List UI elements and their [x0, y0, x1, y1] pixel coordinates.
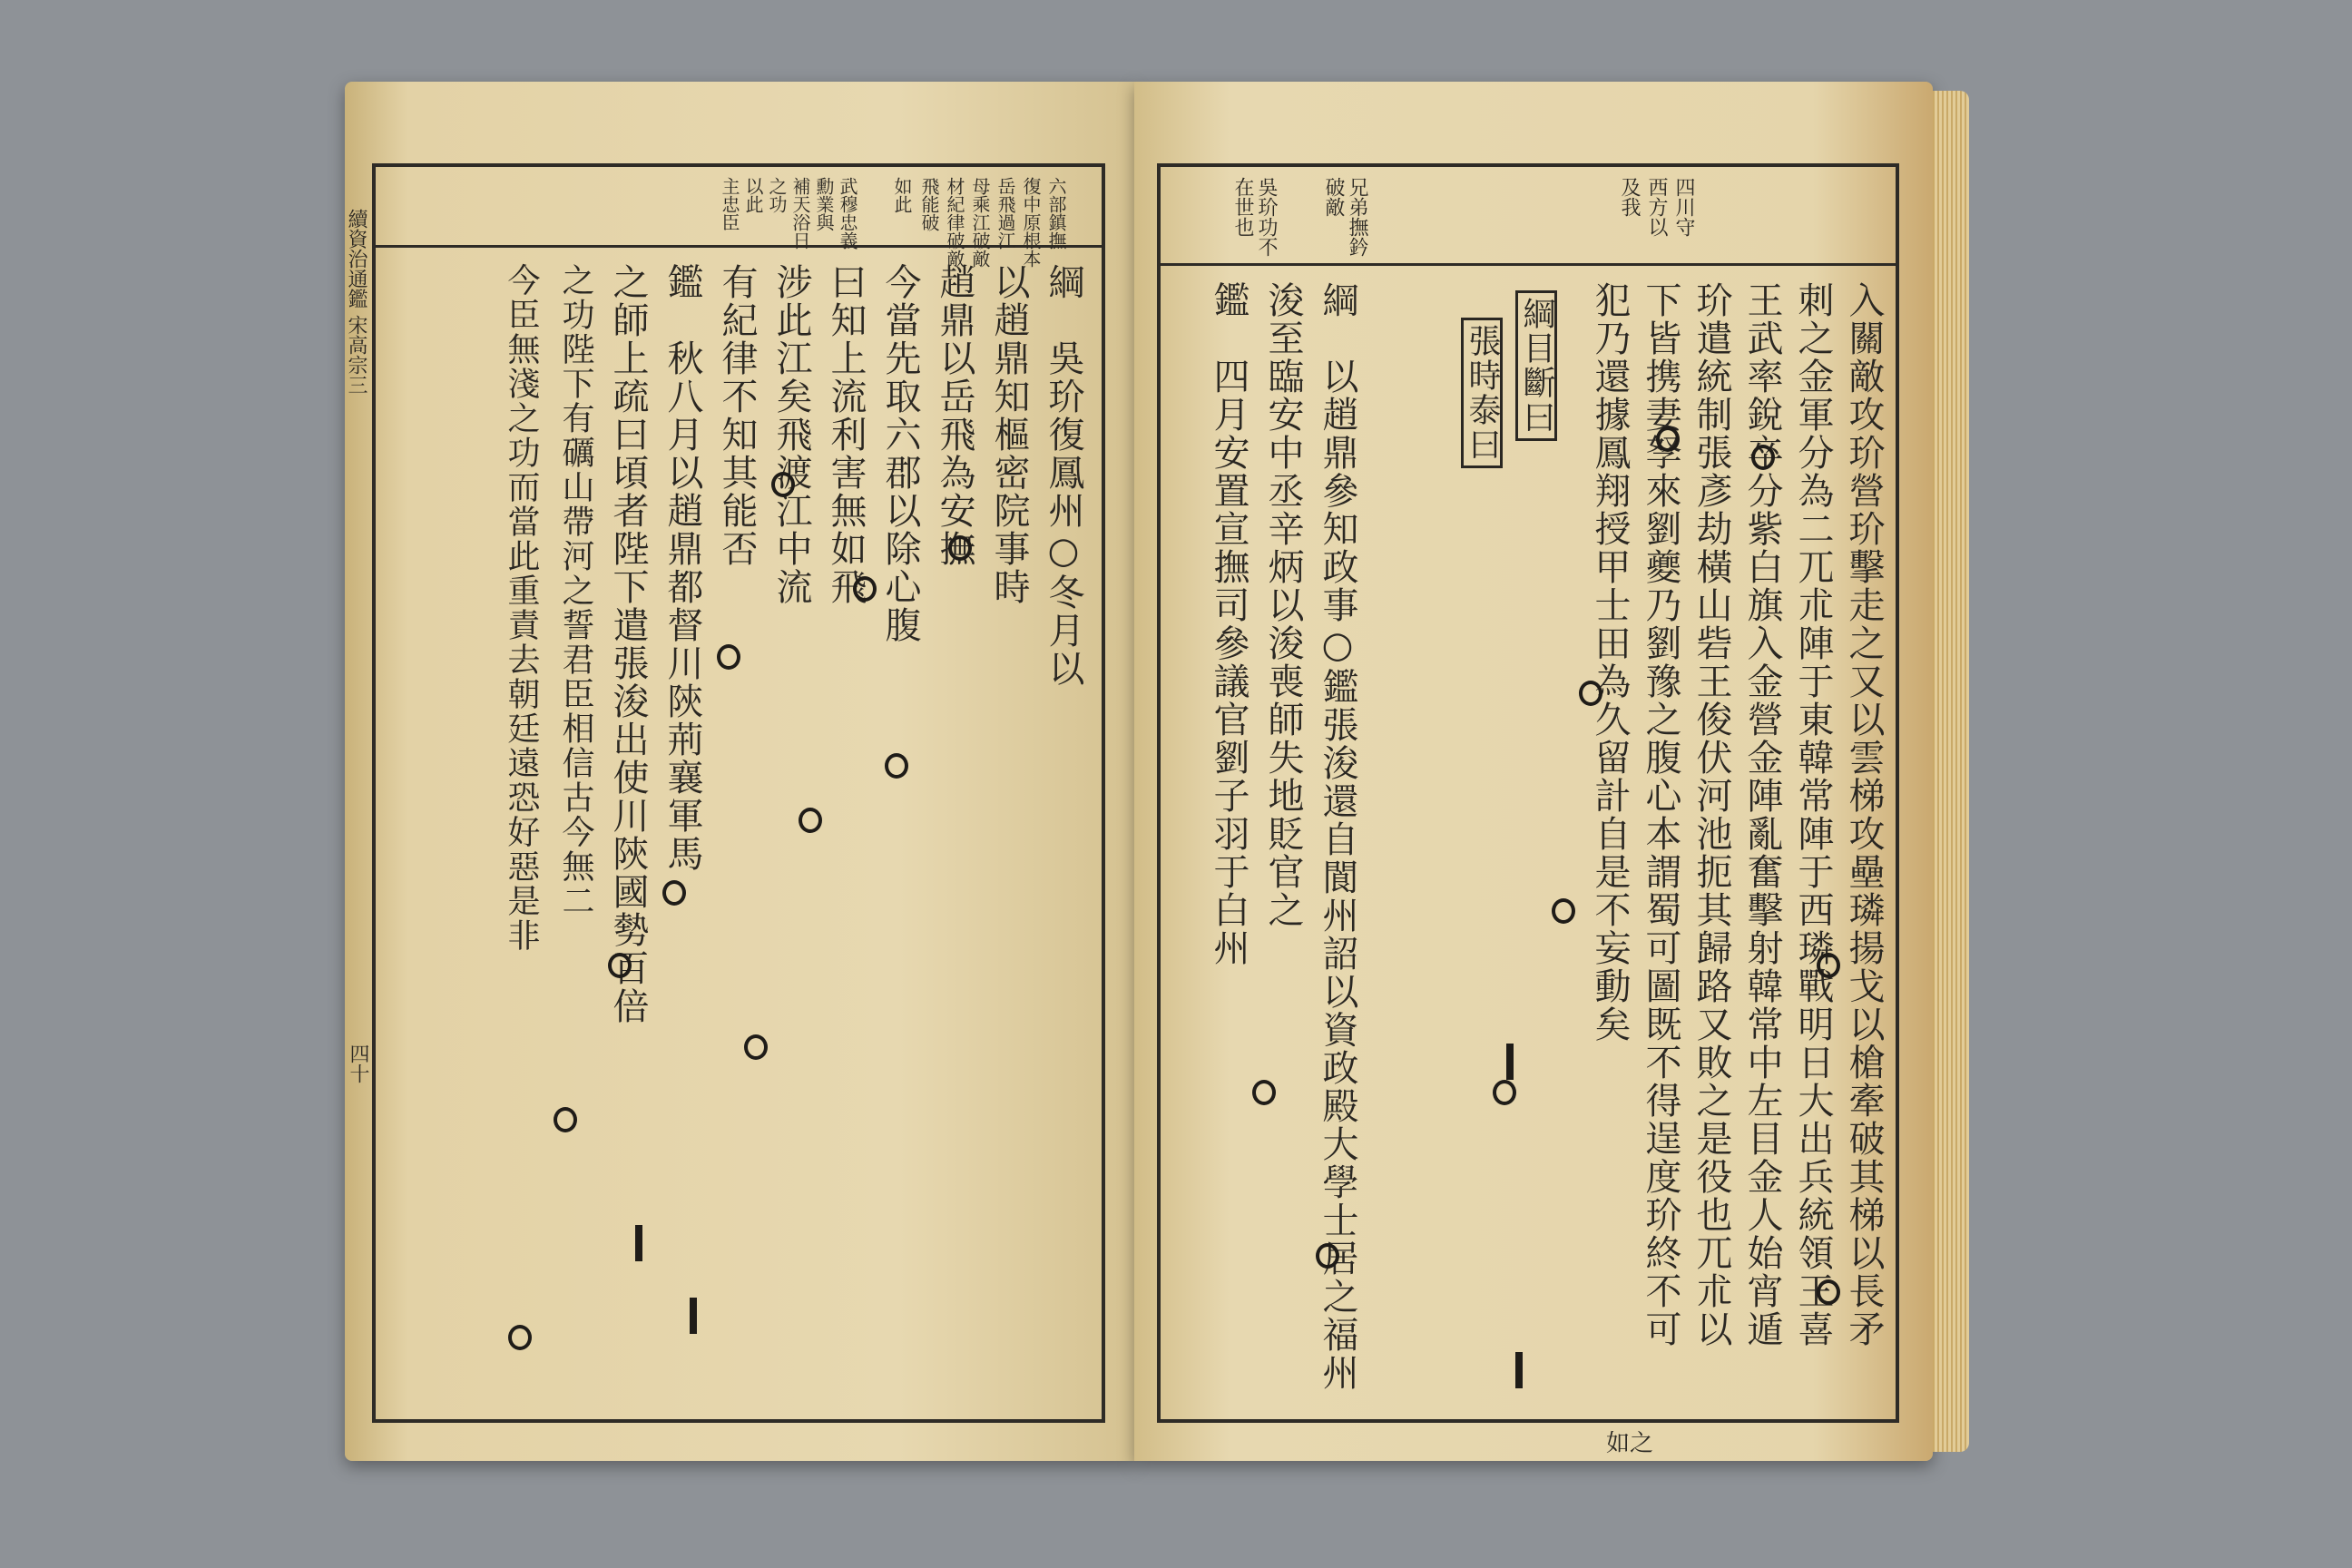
header-note: 之功 — [766, 177, 788, 213]
page-number: 四十 — [347, 1044, 369, 1083]
text-column: 鑑 秋八月以趙鼎都督川陝荊襄軍馬 — [662, 263, 703, 873]
punctuation-mark — [1493, 1080, 1516, 1105]
punctuation-mark — [948, 535, 972, 561]
header-note: 補天浴日 — [789, 177, 811, 250]
header-note: 勳業與 — [813, 177, 835, 231]
text-column: 鑑 四月安置宣撫司參議官劉子羽于白州 — [1208, 281, 1250, 967]
text-column: 今當先取六郡以除心腹 — [879, 263, 921, 644]
punctuation-mark — [853, 576, 877, 602]
punctuation-mark — [508, 1325, 532, 1350]
text-column: 之師上疏曰頃者陛下遣張浚出使川陝國勢百倍 — [607, 263, 649, 1025]
text-column: 入關敵攻玠營玠擊走之又以雲梯攻壘璘揚戈以槍牽破其梯以長矛 — [1843, 281, 1885, 1348]
fold-title: 續資治通鑑 宋高宗三 — [345, 209, 368, 395]
marginal-mark — [635, 1225, 642, 1261]
header-note: 復中原根本 — [1020, 177, 1042, 268]
punctuation-mark — [608, 953, 632, 978]
section-tag: 綱目斷曰 — [1515, 290, 1557, 441]
punctuation-mark — [1751, 445, 1775, 470]
header-note: 以此 — [742, 177, 764, 213]
header-note: 在世也 — [1231, 177, 1254, 237]
punctuation-mark — [885, 753, 908, 779]
marginal-mark — [690, 1298, 697, 1334]
page-edges — [1933, 91, 1969, 1452]
marginal-mark — [1515, 1352, 1523, 1388]
punctuation-mark — [1817, 953, 1840, 978]
right-page — [1134, 82, 1933, 1461]
header-note: 母乘江破敵 — [969, 177, 991, 268]
handwritten-note: 及我 — [1618, 177, 1641, 217]
text-column: 刺之金軍分為二兀朮陣于東韓常陣于西璘戰明日大出兵統領王喜 — [1792, 281, 1834, 1348]
header-note: 飛能破 — [918, 177, 940, 231]
text-column: 玠遣統制張彥劫橫山砦王俊伏河池扼其歸路又敗之是役也兀朮以 — [1690, 281, 1732, 1348]
text-column: 今臣無淺之功而當此重責去朝廷遠恐好惡是非 — [503, 263, 540, 953]
header-note: 岳飛過江 — [995, 177, 1016, 250]
punctuation-mark — [1316, 1243, 1339, 1269]
punctuation-mark — [1252, 1080, 1276, 1105]
text-column: 綱 以趙鼎參知政事○鑑張浚還自閬州詔以資政殿大學士居之福州 — [1317, 281, 1358, 1392]
punctuation-mark — [1552, 898, 1575, 924]
punctuation-mark — [1579, 681, 1602, 706]
header-note: 破敵 — [1322, 177, 1345, 217]
header-note: 如此 — [891, 177, 913, 213]
text-column: 曰知上流利害無如飛 — [825, 263, 867, 606]
header-note: 吳玠功不 — [1255, 177, 1278, 257]
text-column: 浚至臨安中丞辛炳以浚喪師失地貶官之 — [1262, 281, 1304, 929]
left-page — [345, 82, 1134, 1461]
text-column: 下皆携妻孥來劉夔乃劉豫之腹心本謂蜀可圖既不得逞度玠終不可 — [1640, 281, 1681, 1348]
header-note: 材紀律破敵 — [944, 177, 965, 268]
text-column: 犯乃還據鳳翔授甲士田為久留計自是不妄動矣 — [1589, 281, 1631, 1044]
header-divider — [1157, 263, 1899, 266]
text-column: 有紀律不知其能否 — [716, 263, 758, 568]
text-column: 王武率銳卒分紫白旗入金營金陣亂奮擊射韓常中左目金人始宵遁 — [1741, 281, 1783, 1348]
punctuation-mark — [771, 472, 795, 497]
text-column: 之功陛下有礪山帶河之誓君臣相信古今無二 — [557, 263, 594, 918]
handwritten-note: 四川守 — [1672, 177, 1695, 237]
marginal-mark — [1506, 1044, 1514, 1080]
open-book — [336, 82, 1960, 1470]
punctuation-mark — [1656, 426, 1680, 452]
header-note: 武穆忠義 — [837, 177, 858, 250]
punctuation-mark — [662, 880, 686, 906]
punctuation-mark — [554, 1107, 577, 1132]
punctuation-mark — [744, 1034, 768, 1060]
text-column: 綱 吳玠復鳳州○冬月以 — [1043, 263, 1084, 688]
header-note: 主忠臣 — [719, 177, 740, 231]
header-note: 六部鎮撫 — [1045, 177, 1067, 250]
punctuation-mark — [799, 808, 822, 833]
header-note: 兄弟撫鈐 — [1346, 177, 1368, 257]
section-tag: 張時泰曰 — [1461, 318, 1503, 468]
text-column: 涉此江矣飛渡江中流 — [770, 263, 812, 606]
punctuation-mark — [717, 644, 740, 670]
text-column: 以趙鼎知樞密院事時 — [988, 263, 1030, 606]
handwritten-note: 如之 — [1606, 1430, 1654, 1457]
handwritten-note: 西方以 — [1645, 177, 1668, 237]
text-column: 趙鼎以岳飛為安撫 — [934, 263, 975, 568]
punctuation-mark — [1817, 1279, 1840, 1305]
